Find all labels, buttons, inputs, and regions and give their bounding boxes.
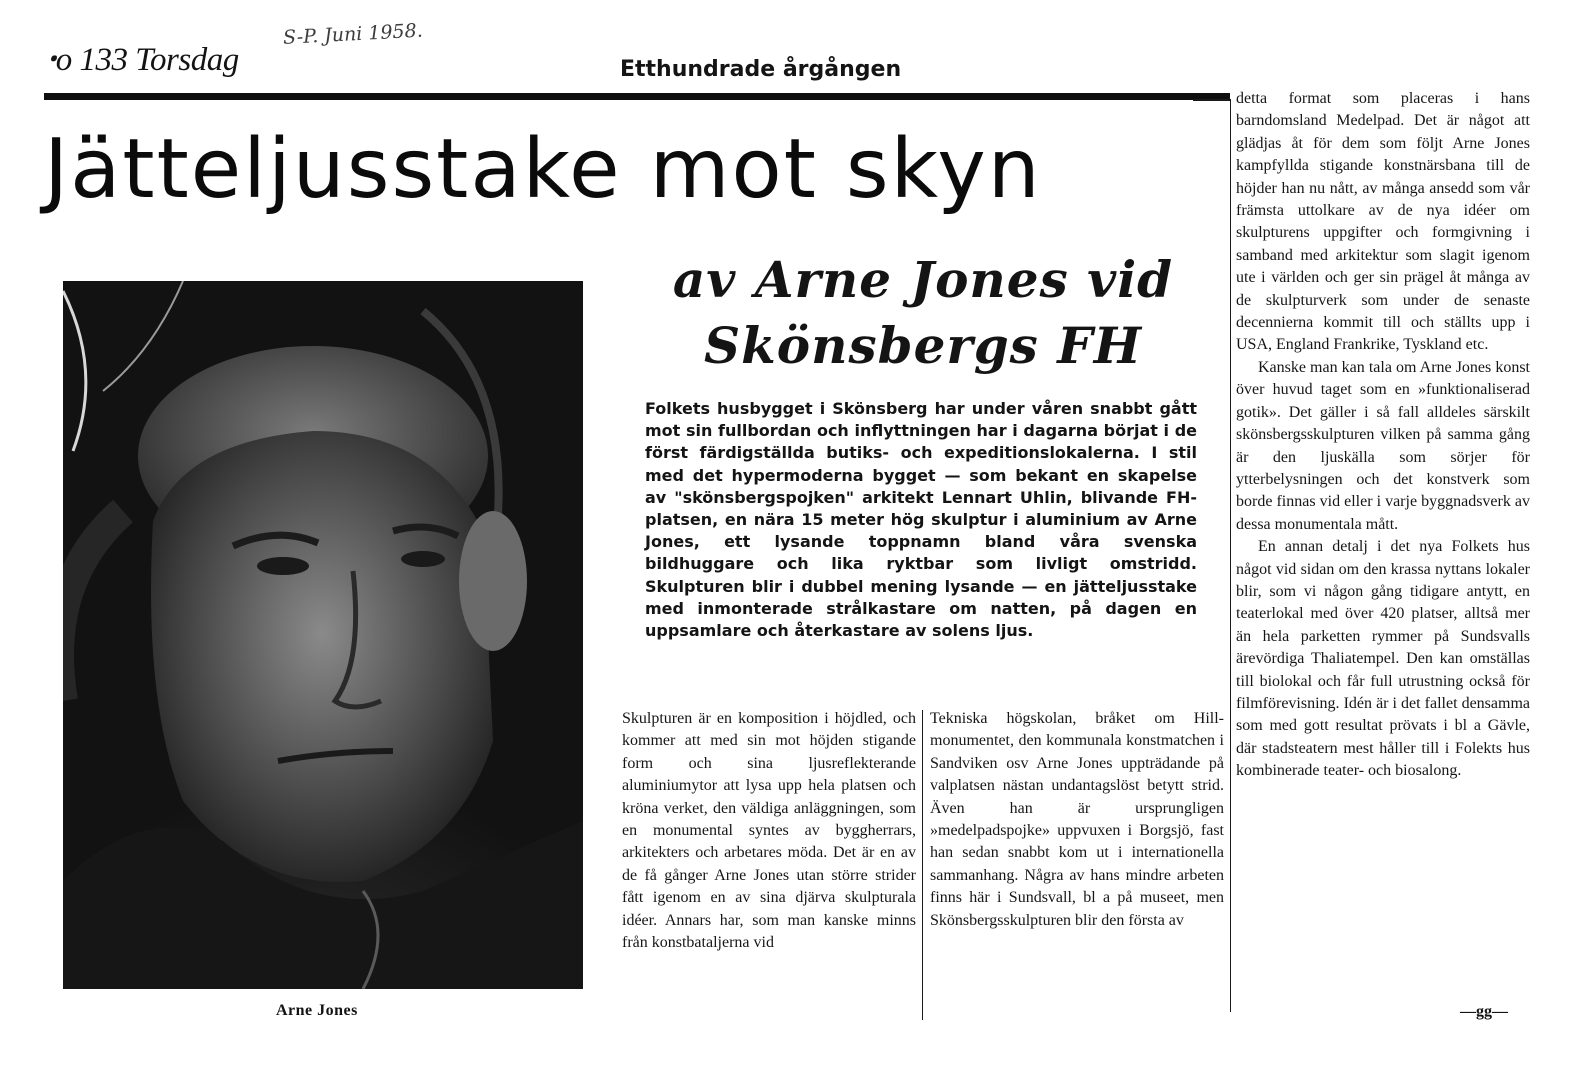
column-divider bbox=[922, 710, 923, 1020]
body-paragraph: Kanske man kan tala om Arne Jones konst över huvud taget som en »funktionaliserad gotik». Det gäller i så fall alldeles särskilt skönsbergsskulpturen vilken på samma gång är den ljuskälla som sörjer för ytterbelysningen och det konstverk som borde finnas vid eller i varje byggnadsverk av dessa monumentala mått. bbox=[1236, 358, 1530, 533]
headline: Jätteljusstake mot skyn bbox=[44, 122, 1042, 217]
portrait-illustration bbox=[63, 281, 583, 989]
body-paragraph: Skulpturen är en komposition i höjdled, och kommer att med sin mot höjden stigande form och sina ljusreflekterande aluminiumytor att lysa upp hela platsen och kröna verket, den väldiga anläggningen, som en monumental syntes av byggherrars, arkitekters och arbetares möda. Det är en av de få gånger Arne Jones utan större strider fått igenom en av sina djärva skulpturala idéer. Annars har, som man kanske minns från konstbataljerna vid bbox=[622, 710, 916, 952]
masthead-rule bbox=[44, 93, 1230, 100]
body-column-3 bbox=[1236, 88, 1530, 783]
body-paragraph: Tekniska högskolan, bråket om Hill-monumentet, den kommunala konstmatchen i Sandviken osv Arne Jones uppträdande på valplatsen nästan undantagslöst betytt strid. Även han är ursprungligen »medelpadspojke» uppvuxen i Borgsjö, fast han sedan snabbt kom ut i internationella sammanhang. Några av hans mindre arbeten finns här i Sundsvall, bl a på museet, men Skönsbergsskulpturen blir den första av bbox=[930, 710, 1224, 929]
issue-number-and-day: ꞏo 133 Torsdag bbox=[46, 42, 239, 78]
subheadline bbox=[618, 247, 1228, 395]
newspaper-kicker: Etthundrade årgången bbox=[620, 57, 902, 82]
column-divider bbox=[1230, 100, 1231, 1012]
handwritten-date-note: S-P. Juni 1958. bbox=[282, 19, 424, 49]
body-paragraph: detta format som placeras i hans barndomsland Medelpad. Det är något att glädjas åt för dem som följt Arne Jones kampfyllda stigande konstnärsbana till de höjder han nu nått, av många ansedd som vår främsta uttolkare av de nya idéer om skulpturens uppgifter och formgivning i samband med arkitektur som slagit igenom ute i världen och ger sin prägel åt många av de skulpturverk som under de senaste decennierna kommit till och ställts upp i USA, England Frankrike, Tyskland etc. bbox=[1236, 90, 1530, 354]
masthead-rule-extension bbox=[1193, 99, 1231, 101]
body-column-1 bbox=[622, 708, 916, 954]
lead-paragraph: Folkets husbygget i Skönsberg har under våren snabbt gått mot sin fullbordan och inflyttningen har i dagarna börjat i de först färdigställda butiks- och expeditionslokalerna. I stil med det hypermoderna bygget — som bekant en skapelse av "skönsbergspojken" arkitekt Lennart Uhlin, blivande FH-platsen, en nära 15 meter hög skulptur i aluminium av Arne Jones, ett lysande toppnamn bland våra svenska bildhuggare och lika ryktbar som livligt omstridd. Skulpturen blir i dubbel mening lysande — en jätteljusstake med inmonterade strålkastare om natten, på dagen en uppsamlare och återkastare av solens ljus. bbox=[645, 399, 1197, 641]
body-column-2 bbox=[930, 708, 1224, 932]
subheadline-line-1: av Arne Jones vid bbox=[672, 250, 1174, 309]
photo-caption: Arne Jones bbox=[276, 1002, 358, 1019]
subheadline-line-2: Skönsbergs FH bbox=[704, 316, 1142, 375]
portrait-photo bbox=[63, 281, 583, 989]
body-paragraph: En annan detalj i det nya Folkets hus något vid sidan om den krassa nyttans lokaler blir, som vi någon gång tidigare antytt, en teaterlokal med över 420 platser, alltså mer än hela parketten rymmer på Sundsvalls ärevördiga Thaliatempel. Den kan omställas till biolokal och får full utrustning också för filmförevisning. Idén är i det fallet densamma som med gott resultat prövats i bl a Gävle, där stadsteatern mest håller till i Folekts hus kombinerade teater- och biosalong. bbox=[1236, 538, 1530, 780]
author-signature: —gg— bbox=[1460, 1003, 1508, 1020]
